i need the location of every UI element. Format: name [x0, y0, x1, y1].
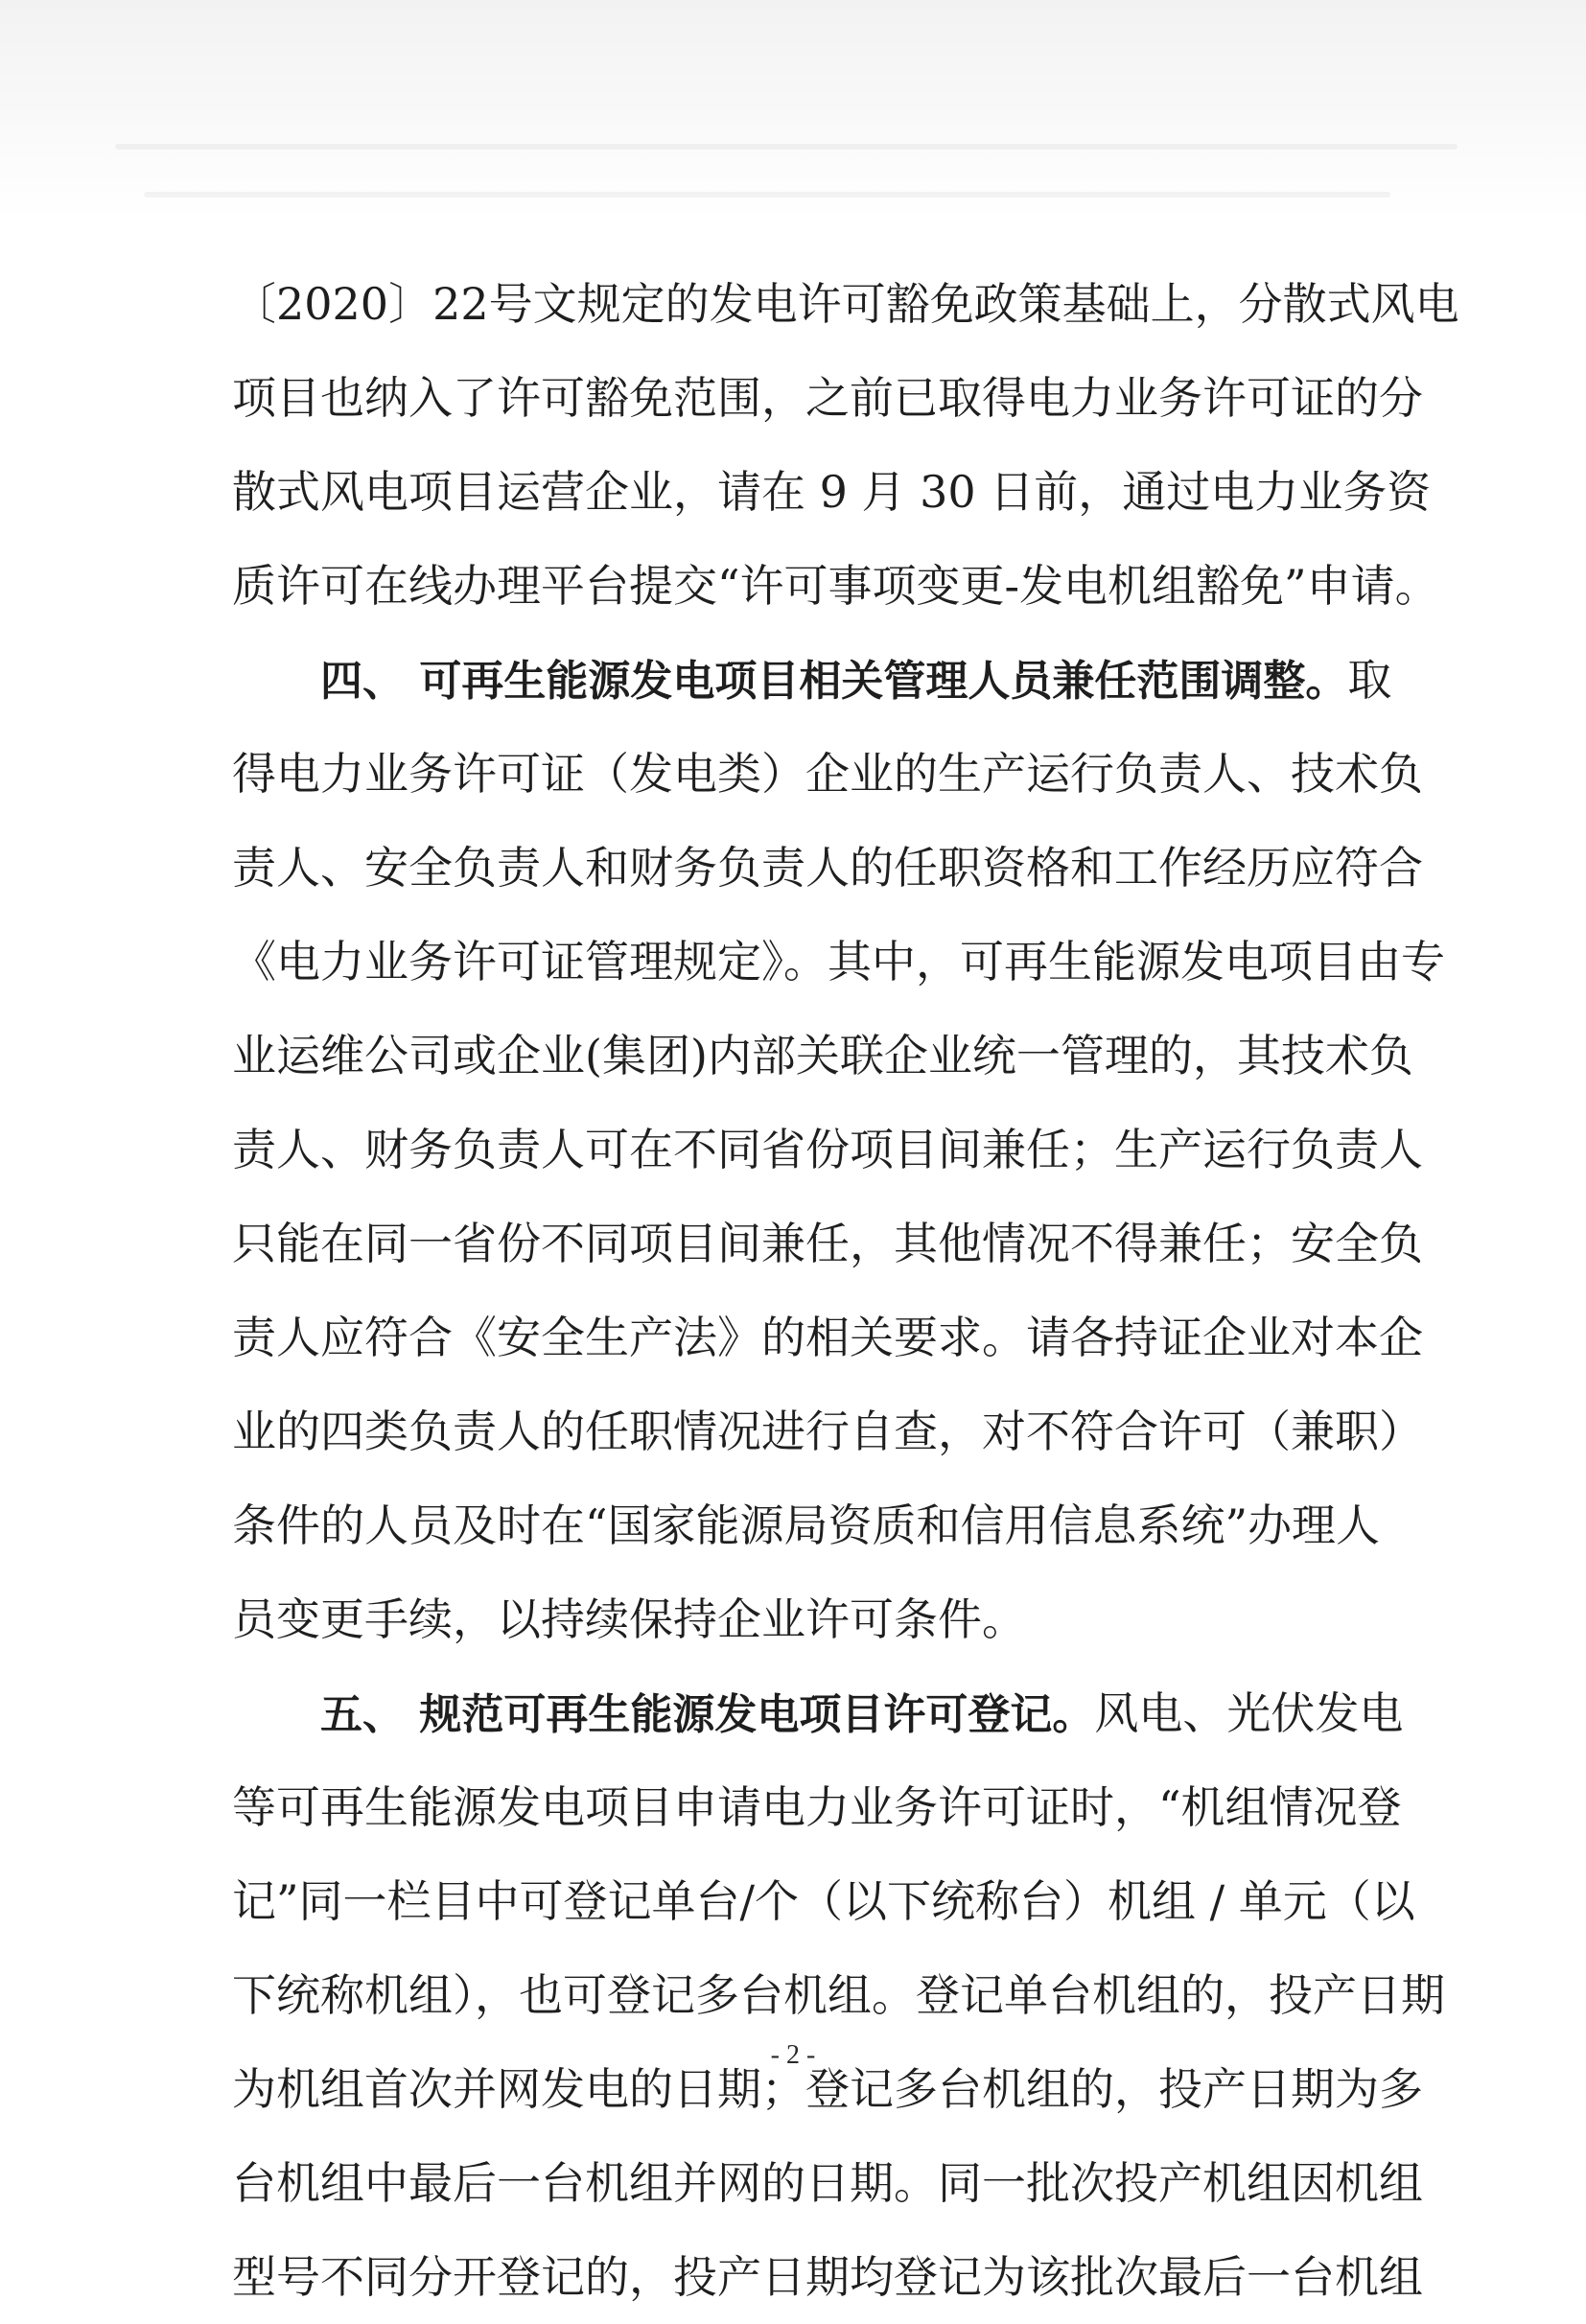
- text-line: 业运维公司或企业(集团)内部关联企业统一管理的，其技术负: [232, 1030, 1413, 1081]
- section-heading-line: [232, 1666, 1404, 1760]
- text-line: 〔2020〕22号文规定的发电许可豁免政策基础上，分散式风电: [232, 278, 1459, 330]
- text-line: 散式风电项目运营企业，请在 9 月 30 日前，通过电力业务资: [232, 466, 1432, 518]
- text-line: 责人应符合《安全生产法》的相关要求。请各持证企业对本企: [232, 1312, 1423, 1363]
- section-heading: 五、 规范可再生能源发电项目许可登记。: [320, 1690, 1095, 1739]
- text-line: 质许可在线办理平台提交“许可事项变更-发电机组豁免”申请。: [232, 560, 1439, 612]
- text-line: 业的四类负责人的任职情况进行自查，对不符合许可（兼职）: [232, 1406, 1423, 1457]
- document-body: [232, 257, 1459, 2324]
- text-line: 条件的人员及时在“国家能源局资质和信用信息系统”办理人: [232, 1499, 1381, 1551]
- section-heading: 四、 可再生能源发电项目相关管理人员兼任范围调整。: [320, 657, 1348, 706]
- text-line: 型号不同分开登记的，投产日期均登记为该批次最后一台机组: [232, 2251, 1423, 2303]
- text-line: 为机组首次并网发电的日期；登记多台机组的，投产日期为多: [232, 2063, 1423, 2115]
- bleed-through-line: [144, 192, 1390, 198]
- text-line: 等可再生能源发电项目申请电力业务许可证时，“机组情况登: [232, 1781, 1402, 1833]
- text-line: 《电力业务许可证管理规定》。其中，可再生能源发电项目由专: [232, 936, 1445, 988]
- text-line: 只能在同一省份不同项目间兼任，其他情况不得兼任；安全负: [232, 1218, 1423, 1269]
- text-line: 项目也纳入了许可豁免范围，之前已取得电力业务许可证的分: [232, 372, 1423, 424]
- scan-shadow: [0, 0, 1586, 221]
- text-line: 责人、财务负责人可在不同省份项目间兼任；生产运行负责人: [232, 1124, 1423, 1175]
- bleed-through-line: [115, 144, 1458, 150]
- text-line: 责人、安全负责人和财务负责人的任职资格和工作经历应符合: [232, 842, 1423, 894]
- text-line: 得电力业务许可证（发电类）企业的生产运行负责人、技术负: [232, 748, 1423, 800]
- text-run: 风电、光伏发电: [1094, 1687, 1404, 1739]
- section-heading-line: [232, 633, 1392, 727]
- text-line: 下统称机组），也可登记多台机组。登记单台机组的，投产日期: [232, 1969, 1445, 2021]
- page-number: - 2 -: [770, 2040, 816, 2070]
- text-run: 取: [1347, 654, 1392, 706]
- text-line: 台机组中最后一台机组并网的日期。同一批次投产机组因机组: [232, 2157, 1423, 2209]
- text-line: 员变更手续，以持续保持企业许可条件。: [232, 1593, 1026, 1645]
- text-line: 记”同一栏目中可登记单台/个（以下统称台）机组 / 单元（以: [232, 1875, 1415, 1927]
